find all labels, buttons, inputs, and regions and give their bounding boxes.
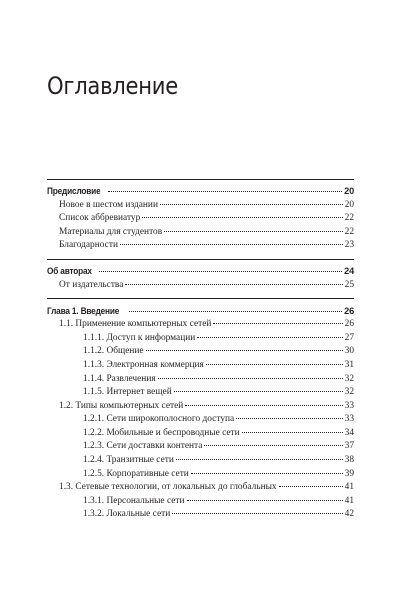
- toc-page-number: 24: [344, 266, 354, 277]
- toc-page-number: 33: [344, 400, 354, 411]
- toc-entry[interactable]: [47, 373, 354, 387]
- toc-section-entry[interactable]: [47, 185, 354, 199]
- toc-entry-label: 1.1.2. Общение: [83, 346, 144, 357]
- toc-page-number: 20: [344, 186, 354, 196]
- toc-entry[interactable]: [47, 199, 354, 213]
- toc-section-entry[interactable]: [47, 305, 354, 319]
- toc-entry-label: Глава 1. Введение: [47, 305, 120, 316]
- toc-entry[interactable]: [47, 226, 354, 240]
- toc-entry[interactable]: [47, 212, 354, 226]
- toc-entry-label: 1.3.1. Персональные сети: [83, 495, 185, 506]
- table-of-contents: [47, 185, 354, 522]
- toc-leader-dots: [160, 204, 343, 205]
- toc-leader-dots: [120, 244, 343, 245]
- toc-page-number: 38: [344, 455, 354, 466]
- toc-leader-dots: [213, 323, 342, 324]
- toc-page-number: 25: [344, 279, 354, 290]
- toc-entry-label: От издательства: [59, 279, 124, 290]
- toc-entry-label: 1.2.4. Транзитные сети: [83, 455, 174, 466]
- toc-page-number: 22: [344, 226, 354, 237]
- toc-entry[interactable]: [47, 359, 354, 373]
- toc-page-number: 32: [344, 387, 354, 398]
- toc-leader-dots: [164, 231, 342, 232]
- toc-page-number: 41: [344, 482, 354, 493]
- toc-entry-label: 1.2. Типы компьютерных сетей: [59, 400, 184, 411]
- toc-entry-label: Новое в шестом издании: [59, 199, 158, 210]
- toc-page-number: 32: [344, 373, 354, 384]
- toc-page-number: 31: [344, 359, 354, 370]
- toc-page-number: 30: [344, 346, 354, 357]
- toc-entry[interactable]: [47, 508, 354, 522]
- toc-entry[interactable]: [47, 440, 354, 454]
- toc-entry-label: 1.2.2. Мобильные и беспроводные сети: [83, 427, 240, 438]
- toc-section-entry[interactable]: [47, 265, 354, 279]
- toc-entry-label: Материалы для студентов: [59, 226, 163, 237]
- toc-entry-label: 1.1. Применение компьютерных сетей: [59, 319, 212, 330]
- toc-page-number: 22: [344, 213, 354, 224]
- toc-entry[interactable]: [47, 468, 354, 482]
- section-rule: [47, 179, 354, 180]
- toc-page-number: 34: [344, 427, 354, 438]
- toc-leader-dots: [236, 418, 342, 419]
- toc-leader-dots: [197, 337, 342, 338]
- toc-entry-label: 1.1.3. Электронная коммерция: [83, 359, 204, 370]
- toc-entry[interactable]: [47, 386, 354, 400]
- toc-entry-label: Благодарности: [59, 240, 118, 251]
- toc-leader-dots: [242, 432, 343, 433]
- toc-entry[interactable]: [47, 454, 354, 468]
- toc-leader-dots: [279, 486, 343, 487]
- toc-entry[interactable]: [47, 279, 354, 293]
- toc-leader-dots: [172, 513, 342, 514]
- toc-entry-label: Предисловие: [47, 186, 101, 196]
- toc-page-number: 26: [344, 319, 354, 330]
- toc-entry[interactable]: [47, 481, 354, 495]
- toc-leader-dots: [108, 191, 342, 192]
- toc-leader-dots: [176, 459, 343, 460]
- toc-page-number: 33: [344, 414, 354, 425]
- toc-page-number: 27: [344, 332, 354, 343]
- toc-entry[interactable]: [47, 427, 354, 441]
- toc-entry-label: 1.3.2. Локальные сети: [83, 509, 171, 520]
- toc-page-number: 42: [344, 509, 354, 520]
- toc-leader-dots: [99, 271, 342, 272]
- toc-page-number: 37: [344, 441, 354, 452]
- toc-page-number: 20: [344, 199, 354, 210]
- toc-leader-dots: [185, 405, 342, 406]
- toc-entry[interactable]: [47, 413, 354, 427]
- toc-entry[interactable]: [47, 495, 354, 509]
- toc-entry-label: 1.1.5. Интернет вещей: [83, 387, 172, 398]
- toc-leader-dots: [129, 311, 342, 312]
- toc-entry-label: 1.2.5. Корпоративные сети: [83, 468, 189, 479]
- toc-entry-label: Об авторах: [47, 266, 92, 277]
- page-title: Оглавление: [47, 72, 178, 100]
- toc-entry-label: 1.3. Сетевые технологии, от локальных до глобальных: [59, 482, 277, 493]
- toc-entry-label: 1.2.3. Сети доставки контента: [83, 441, 203, 452]
- section-rule: [47, 298, 354, 299]
- toc-entry[interactable]: [47, 400, 354, 414]
- toc-entry-label: 1.2.1. Сети широкополосного доступа: [83, 414, 235, 425]
- toc-page-number: 23: [344, 240, 354, 251]
- toc-entry-label: 1.1.4. Развлечения: [83, 373, 156, 384]
- toc-leader-dots: [158, 378, 343, 379]
- toc-leader-dots: [187, 500, 343, 501]
- toc-leader-dots: [142, 217, 342, 218]
- toc-leader-dots: [146, 350, 343, 351]
- toc-entry-label: 1.1.1. Доступ к информации: [83, 332, 196, 343]
- toc-entry-label: Список аббревиатур: [59, 213, 141, 224]
- toc-entry[interactable]: [47, 318, 354, 332]
- toc-entry[interactable]: [47, 332, 354, 346]
- toc-page-number: 39: [344, 468, 354, 479]
- toc-entry[interactable]: [47, 345, 354, 359]
- toc-leader-dots: [174, 391, 343, 392]
- toc-page-number: 26: [344, 305, 354, 316]
- toc-leader-dots: [206, 364, 343, 365]
- toc-leader-dots: [204, 445, 342, 446]
- section-rule: [47, 259, 354, 260]
- toc-page-number: 41: [344, 495, 354, 506]
- toc-leader-dots: [125, 284, 342, 285]
- toc-leader-dots: [191, 473, 343, 474]
- toc-entry[interactable]: [47, 239, 354, 253]
